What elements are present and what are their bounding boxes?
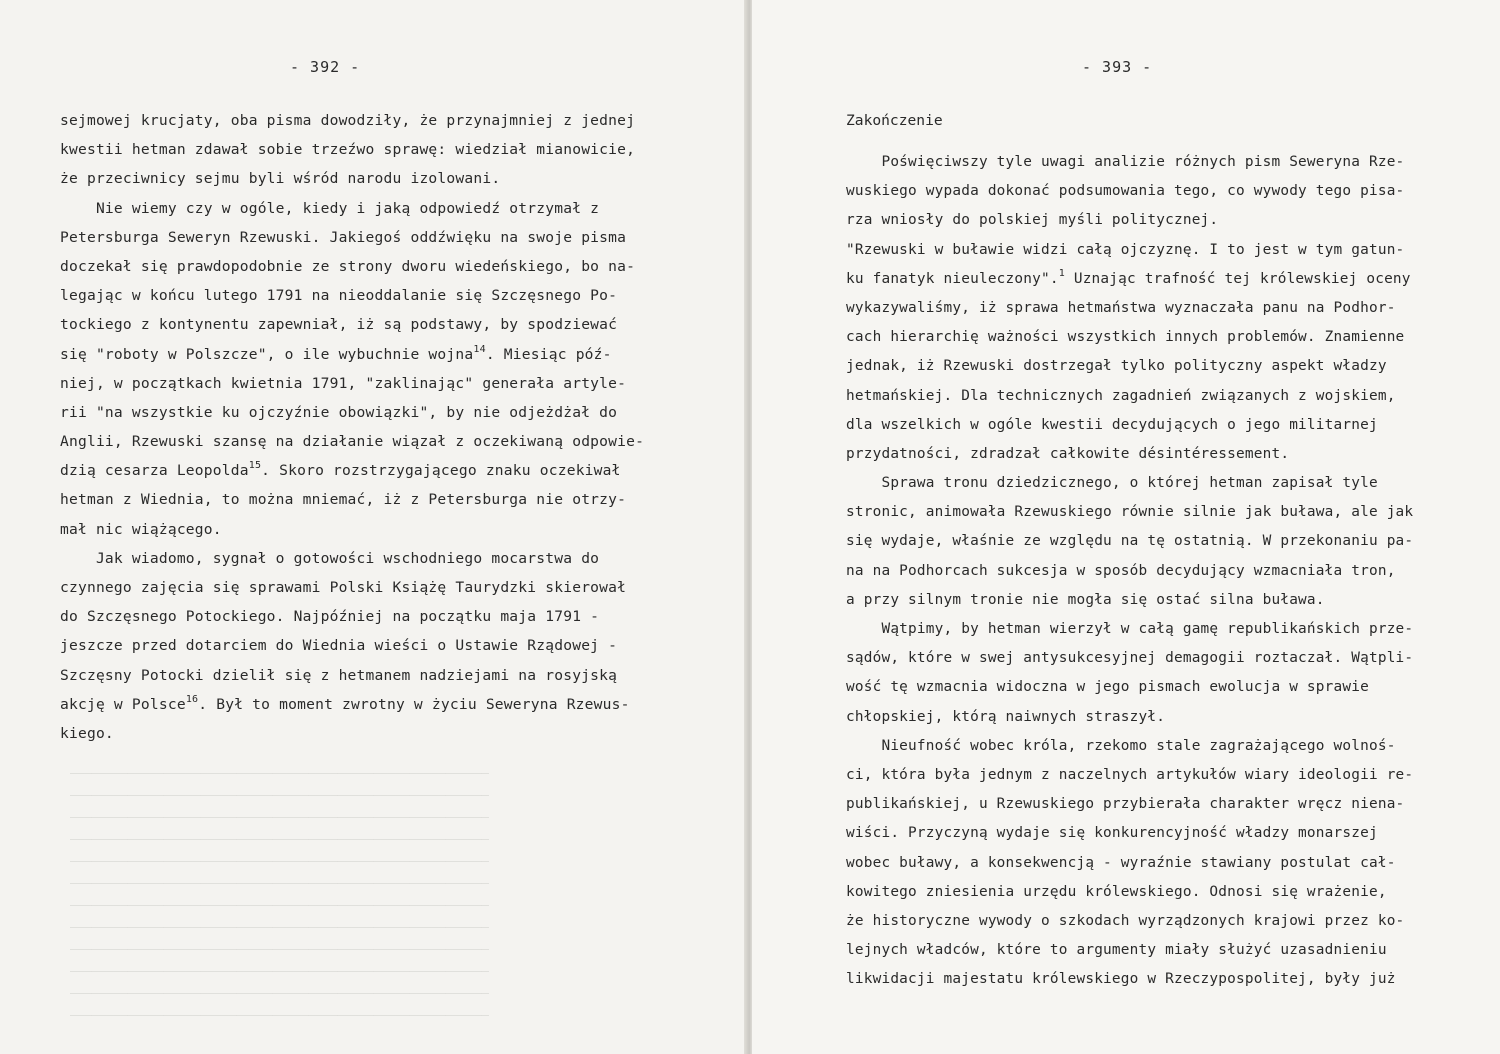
text-segment: dzią cesarza Leopolda — [60, 462, 249, 480]
text-line: kwestii hetman zdawał sobie trzeźwo sprawę: wiedział mianowicie, — [60, 141, 636, 159]
section-heading: Zakończenie — [846, 112, 943, 129]
text-line: wobec buławy, a konsekwencją - wyraźnie stawiany postulat cał- — [846, 854, 1396, 871]
text-line: jeszcze przed dotarciem do Wiednia wieści o Ustawie Rządowej - — [60, 637, 618, 655]
text-line: czynnego zajęcia się sprawami Polski Książę Taurydzki skierował — [60, 579, 627, 596]
text-line: sejmowej krucjaty, oba pisma dowodziły, że przynajmniej z jednej — [60, 112, 636, 129]
text-line: się wydaje, właśnie ze względu na tę ostatnią. W przekonaniu pa- — [846, 533, 1414, 550]
text-line: hetmańskiej. Dla technicznych zagadnień związanych z wojskiem, — [846, 387, 1396, 404]
text-line: wość tę wzmacnia widoczna w jego pismach ewolucja w sprawie — [846, 679, 1369, 696]
text-line — [60, 340, 660, 369]
footnote-ref: 15 — [248, 460, 262, 472]
text-line: tockiego z kontynentu zapewniał, iż są podstawy, by spodziewać — [60, 316, 618, 334]
text-line — [60, 690, 660, 719]
text-line: wuskiego wypada dokonać podsumowania tego, co wywody tego pisa- — [846, 183, 1405, 200]
right-page — [752, 0, 1500, 1054]
text-line: kiego. — [60, 724, 114, 742]
text-line: Anglii, Rzewuski szansę na działanie wiązał z oczekiwaną odpowie- — [60, 433, 645, 451]
text-line: Petersburga Seweryn Rzewuski. Jakiegoś oddźwięku na swoje pisma — [60, 228, 627, 246]
text-line: legając w końcu lutego 1791 na nieoddalanie się Szczęsnego Po- — [60, 287, 618, 305]
text-line: chłopskiej, którą naiwnych straszył. — [846, 708, 1166, 725]
text-line — [846, 265, 1446, 294]
page-number: - 393 - — [1082, 58, 1153, 76]
left-page — [0, 0, 748, 1054]
text-segment: . Był to moment zwrotny w życiu Seweryna Rzewus- — [198, 695, 630, 713]
text-line: dla wszelkich w ogóle kwestii decydujących o jego militarnej — [846, 416, 1378, 433]
text-line: a przy silnym tronie nie mogła się ostać silna buława. — [846, 591, 1325, 608]
text-line: doczekał się prawdopodobnie ze strony dworu wiedeńskiego, bo na- — [60, 257, 636, 275]
bleed-through-text: —————————————————————————————————————————————————————————— —————————————————————————————————————————————————————————— —————————————————————————————————————————————————————————— —————————————————————————————————————————————————————————— —————————————————————————————————————————————————————————— —————————————————————————————————————————————————————————— —————————————————————————————————————————————————————————— —————————————————————————————————————————————————————————— —————————————————————————————————————————————————————————— —————————————————————————————————————————————————————————— —————————————————————————————————————————————————————————— —————————————————————————————————————————————————————————— — [70, 766, 490, 1022]
text-segment: . Miesiąc póź- — [485, 345, 612, 363]
text-line: sądów, które w swej antysukcesyjnej demagogii roztaczał. Wątpli- — [846, 650, 1414, 667]
text-line: rii "na wszystkie ku ojczyźnie obowiązki", by nie odjeżdżał do — [60, 403, 618, 421]
text-line: wiści. Przyczyną wydaje się konkurencyjność władzy monarszej — [846, 825, 1378, 842]
text-segment: ku fanatyk nieuleczony". — [846, 270, 1059, 287]
text-line: Jak wiadomo, sygnał o gotowości wschodniego mocarstwa do — [60, 549, 600, 567]
text-line: kowitego zniesienia urzędu królewskiego. Odnosi się wrażenie, — [846, 883, 1387, 900]
text-line: hetman z Wiednia, to można mniemać, iż z Petersburga nie otrzy- — [60, 491, 627, 509]
text-line: lejnych władców, które to argumenty miały służyć uzasadnieniu — [846, 942, 1387, 959]
page-number: - 392 - — [290, 58, 361, 76]
text-line: wykazywaliśmy, iż sprawa hetmaństwa wyznaczała panu na Podhor- — [846, 299, 1396, 316]
text-line: likwidacji majestatu królewskiego w Rzeczypospolitej, były już — [846, 971, 1396, 988]
text-line: stronic, animowała Rzewuskiego równie silnie jak buława, ale jak — [846, 504, 1414, 521]
text-segment: akcję w Polsce — [60, 695, 186, 713]
text-line: rza wniosły do polskiej myśli politycznej. — [846, 212, 1219, 229]
text-line: Szczęsny Potocki dzielił się z hetmanem nadziejami na rosyjską — [60, 666, 618, 684]
text-line: "Rzewuski w buławie widzi całą ojczyznę. I to jest w tym gatun- — [846, 241, 1405, 258]
footnote-ref: 14 — [473, 343, 486, 355]
text-line: Sprawa tronu dziedzicznego, o której hetman zapisał tyle — [846, 475, 1378, 492]
text-segment: się "roboty w Polszcze", o ile wybuchnie wojna — [60, 345, 474, 363]
text-line: ci, która była jednym z naczelnych artykułów wiary ideologii re- — [846, 766, 1414, 783]
body-text — [60, 106, 660, 748]
text-line: przydatności, zdradzał całkowite désintéressement. — [846, 445, 1290, 462]
text-line: Nie wiemy czy w ogóle, kiedy i jaką odpowiedź otrzymał z — [60, 199, 600, 217]
body-text — [846, 106, 1446, 994]
text-segment: . Skoro rozstrzygającego znaku oczekiwał — [261, 462, 621, 480]
text-line: do Szczęsnego Potockiego. Najpóźniej na początku maja 1791 - — [60, 608, 600, 626]
text-line: mał nic wiążącego. — [60, 520, 222, 538]
text-line: publikańskiej, u Rzewuskiego przybierała charakter wręcz niena- — [846, 796, 1405, 813]
footnote-ref: 1 — [1058, 267, 1065, 279]
text-line: Nieufność wobec króla, rzekomo stale zagrażającego wolnoś- — [846, 737, 1396, 754]
text-line: że historyczne wywody o szkodach wyrządzonych krajowi przez ko- — [846, 912, 1405, 929]
text-line: Poświęciwszy tyle uwagi analizie różnych pism Seweryna Rze- — [846, 154, 1405, 170]
footnote-ref: 16 — [185, 693, 199, 705]
text-line — [60, 456, 660, 485]
text-line: na na Podhorcach sukcesja w sposób decydujący wzmacniała tron, — [846, 562, 1396, 579]
text-line: że przeciwnicy sejmu byli wśród narodu izolowani. — [60, 170, 501, 188]
text-line: cach hierarchię ważności wszystkich innych problemów. Znamienne — [846, 329, 1405, 346]
text-line: niej, w początkach kwietnia 1791, "zaklinając" generała artyle- — [60, 374, 627, 392]
text-segment: Uznając trafność tej królewskiej oceny — [1064, 270, 1411, 287]
text-line: jednak, iż Rzewuski dostrzegał tylko polityczny aspekt władzy — [846, 358, 1387, 375]
text-line: Wątpimy, by hetman wierzył w całą gamę republikańskich prze- — [846, 621, 1414, 637]
